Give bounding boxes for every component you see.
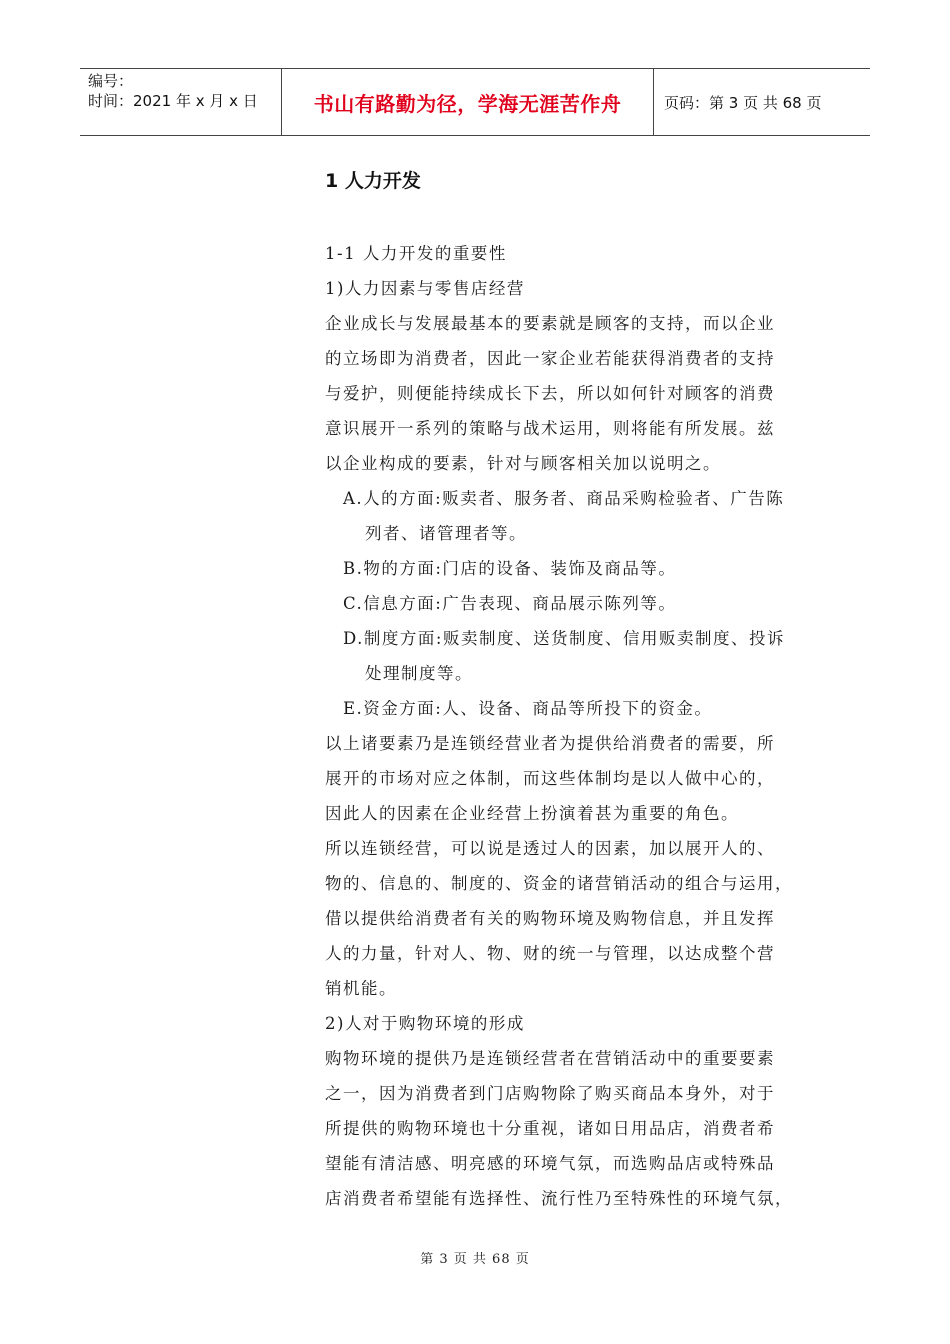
list-item-continuation: 处理制度等。	[365, 664, 473, 683]
header-motto: 书山有路勤为径，学海无涯苦作舟	[281, 69, 654, 135]
paragraph-line: 与爱护，则便能持续成长下去，所以如何针对顾客的消费	[325, 384, 775, 403]
paragraph-line: 以企业构成的要素，针对与顾客相关加以说明之。	[325, 454, 721, 473]
paragraph-line: 望能有清洁感、明亮感的环境气氛，而选购品店或特殊品	[325, 1154, 775, 1173]
paragraph-line: 展开的市场对应之体制，而这些体制均是以人做中心的，	[325, 769, 775, 788]
paragraph-line: 购物环境的提供乃是连锁经营者在营销活动中的重要要素	[325, 1049, 775, 1068]
list-item: C.信息方面:广告表现、商品展示陈列等。	[343, 594, 677, 613]
document-header	[80, 68, 870, 136]
paragraph-line: 人的力量，针对人、物、财的统一与管理，以达成整个营	[325, 944, 775, 963]
paragraph-line: 销机能。	[325, 979, 397, 998]
subsection-title: 1)人力因素与零售店经营	[325, 279, 525, 298]
header-meta	[80, 69, 281, 135]
section-heading: 1 人力开发	[325, 170, 421, 192]
list-item: E.资金方面:人、设备、商品等所投下的资金。	[343, 699, 713, 718]
paragraph-line: 因此人的因素在企业经营上扮演着甚为重要的角色。	[325, 804, 739, 823]
paragraph-line: 意识展开一系列的策略与战术运用，则将能有所发展。兹	[325, 419, 775, 438]
paragraph-line: 借以提供给消费者有关的购物环境及购物信息，并且发挥	[325, 909, 775, 928]
list-item: B.物的方面:门店的设备、装饰及商品等。	[343, 559, 677, 578]
number-label: 编号：	[88, 72, 134, 90]
paragraph-line: 以上诸要素乃是连锁经营业者为提供给消费者的需要，所	[325, 734, 775, 753]
paragraph-line: 企业成长与发展最基本的要素就是顾客的支持，而以企业	[325, 314, 775, 333]
subsection-title: 2)人对于购物环境的形成	[325, 1014, 525, 1033]
paragraph-line: 所以连锁经营，可以说是透过人的因素，加以展开人的、	[325, 839, 775, 858]
paragraph-line: 店消费者希望能有选择性、流行性乃至特殊性的环境气氛，	[325, 1189, 793, 1208]
paragraph-line: 物的、信息的、制度的、资金的诸营销活动的组合与运用，	[325, 874, 793, 893]
subsection-title: 1-1 人力开发的重要性	[325, 244, 507, 263]
paragraph-line: 所提供的购物环境也十分重视，诸如日用品店，消费者希	[325, 1119, 775, 1138]
list-item: A.人的方面:贩卖者、服务者、商品采购检验者、广告陈	[343, 489, 785, 508]
time-label: 时间：2021 年 x 月 x 日	[88, 92, 258, 110]
paragraph-line: 之一，因为消费者到门店购物除了购买商品本身外，对于	[325, 1084, 775, 1103]
paragraph-line: 的立场即为消费者，因此一家企业若能获得消费者的支持	[325, 349, 775, 368]
page-footer: 第 3 页 共 68 页	[420, 1252, 530, 1267]
list-item: D.制度方面:贩卖制度、送货制度、信用贩卖制度、投诉	[343, 629, 785, 648]
list-item-continuation: 列者、诸管理者等。	[365, 524, 527, 543]
header-page-code: 页码：第 3 页 共 68 页	[664, 93, 822, 112]
